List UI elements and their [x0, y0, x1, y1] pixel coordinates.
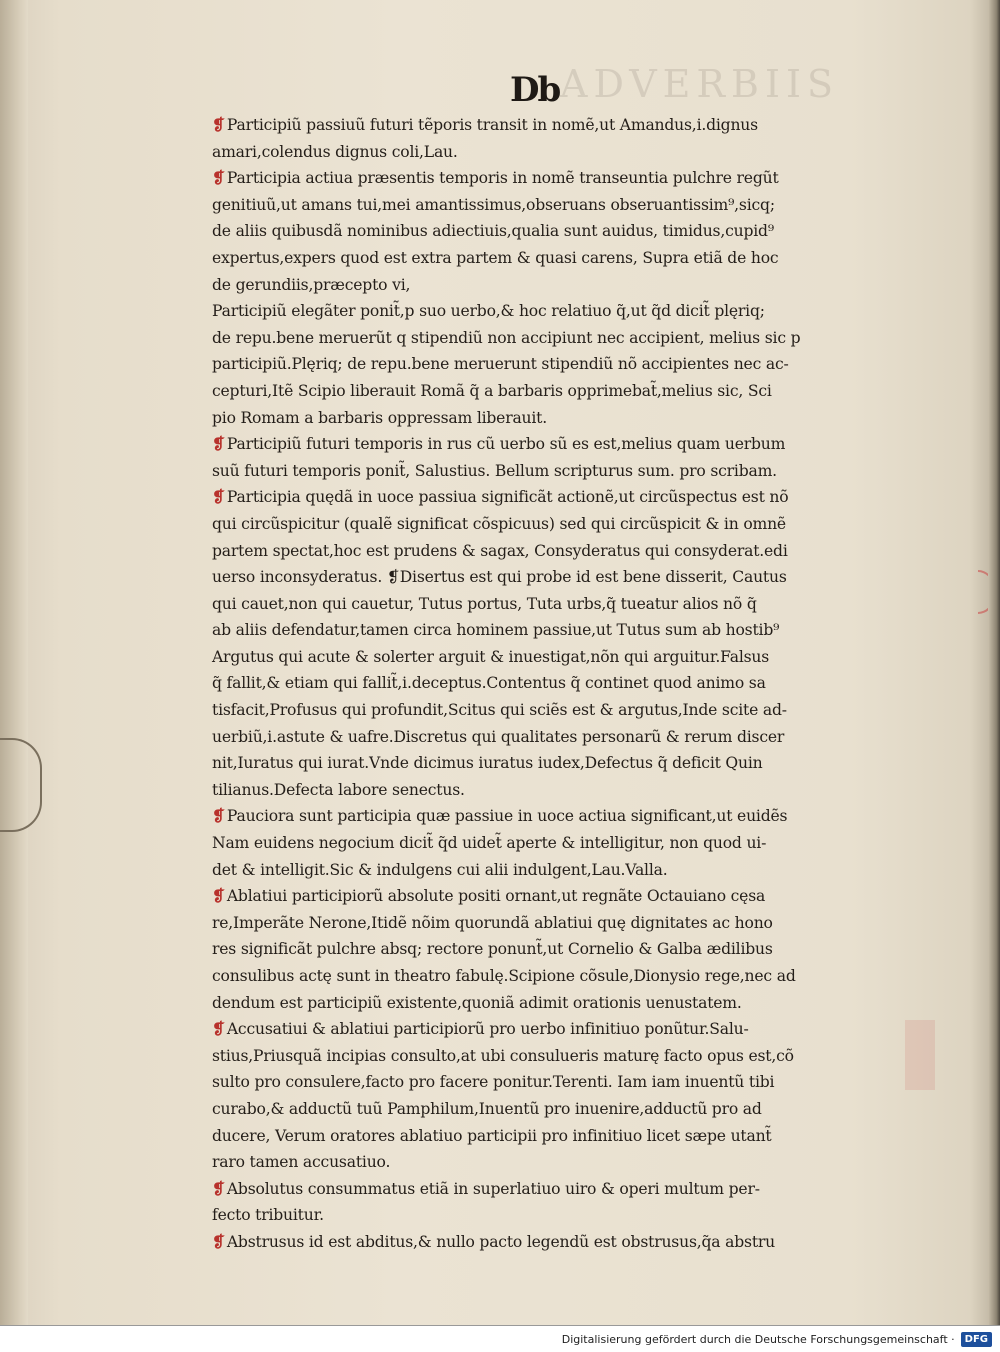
text-line: [212, 963, 912, 990]
line-text: uerso inconsyderatus. ❡Disertus est qui probe id est bene disserit, Cautus: [212, 568, 787, 587]
text-line: [212, 697, 912, 724]
funding-credit: Digitalisierung gefördert durch die Deutsche Forschungsgemeinschaft ·: [561, 1332, 955, 1346]
text-line: [212, 670, 912, 697]
text-line: [212, 192, 912, 219]
text-line: [212, 1069, 912, 1096]
text-line: [212, 777, 912, 804]
text-line: [212, 803, 912, 830]
line-text: qui cauet,non qui cauetur, Tutus portus, Tuta urbs,q̃ tueatur alios nõ q̃: [212, 594, 757, 613]
binding-clasp: [0, 738, 42, 832]
rubric-paragraph-icon: ❡: [212, 487, 225, 507]
rubric-paragraph-icon: ❡: [212, 1178, 225, 1198]
text-line: [212, 724, 912, 751]
text-line: [212, 272, 912, 299]
text-line: [212, 750, 912, 777]
text-line: [212, 511, 912, 538]
line-text: expertus,expers quod est extra partem & quasi carens, Supra etiã de hoc: [212, 248, 779, 267]
text-line: [212, 112, 912, 139]
text-line: [212, 298, 912, 325]
rubric-paragraph-icon: ❡: [212, 886, 225, 906]
line-text: amari,colendus dignus coli,Lau.: [212, 142, 458, 161]
line-text: Participia quędã in uoce passiua significãt actionẽ,ut circũspectus est nõ: [226, 488, 789, 507]
line-text: ab aliis defendatur,tamen circa hominem passiue,ut Tutus sum ab hostib⁹: [212, 621, 780, 640]
line-text: stius,Priusquã incipias consulto,at ubi consulueris maturę facto opus est,cõ: [212, 1046, 794, 1065]
line-text: de repu.bene meruerũt q stipendiũ non accipiunt nec accipient, melius sic p: [212, 328, 801, 347]
line-text: cepturi,Itẽ Scipio liberauit Romã q̃ a barbaris opprimebat̃,melius sic, Sci: [212, 381, 772, 400]
text-line: [212, 644, 912, 671]
line-text: raro tamen accusatiuo.: [212, 1153, 391, 1172]
line-text: nit,Iuratus qui iurat.Vnde dicimus iuratus iudex,Defectus q̃ deficit Quin: [212, 754, 763, 773]
line-text: re,Imperãte Nerone,Itidẽ nõim quorundã ablatiui quę dignitates ac hono: [212, 913, 773, 932]
text-line: [212, 564, 912, 591]
line-text: consulibus actę sunt in theatro fabulę.Scipione cõsule,Dionysio rege,nec ad: [212, 967, 796, 985]
rubric-paragraph-icon: ❡: [212, 168, 225, 188]
text-line: [212, 378, 912, 405]
line-text: de gerundiis,præcepto vi,: [212, 275, 411, 294]
text-line: [212, 617, 912, 644]
text-line: [212, 351, 912, 378]
footer-bar: [0, 1325, 1000, 1352]
line-text: participiũ.Plęriq; de repu.bene meruerunt stipendiũ nõ accipientes nec ac-: [212, 355, 789, 374]
line-text: pio Romam a barbaris oppressam liberauit.: [212, 408, 548, 427]
line-text: det & intelligit.Sic & indulgens cui alii indulgent,Lau.Valla.: [212, 860, 668, 879]
line-text: Ablatiui participiorũ absolute positi ornant,ut regnãte Octauiano cęsa: [226, 887, 766, 906]
page-edge: [988, 0, 1000, 1325]
text-line: [212, 458, 912, 485]
text-line: [212, 990, 912, 1017]
text-line: [212, 218, 912, 245]
line-text: qui circũspicitur (qualẽ significat cõspicuus) sed qui circũspicit & in omnẽ: [212, 514, 786, 533]
text-line: [212, 883, 912, 910]
rubric-paragraph-icon: ❡: [212, 434, 225, 454]
text-line: [212, 325, 912, 352]
text-line: [212, 139, 912, 166]
bleed-through-text: ADVERBIIS: [560, 62, 840, 106]
text-line: [212, 1202, 912, 1229]
text-line: [212, 1123, 912, 1150]
rubric-paragraph-icon: ❡: [212, 115, 225, 134]
line-text: partem spectat,hoc est prudens & sagax, Consyderatus qui consyderat.edi: [212, 541, 788, 560]
text-line: [212, 1043, 912, 1070]
line-text: Abstrusus id est abditus,& nullo pacto legendũ est obstrusus,q̃a abstru: [226, 1232, 775, 1251]
page-binding: [0, 0, 28, 1325]
line-text: Argutus qui acute & solerter arguit & inuestigat,nõn qui arguitur.Falsus: [212, 647, 770, 666]
text-line: [212, 245, 912, 272]
text-line: [212, 1096, 912, 1123]
line-text: q̃ fallit,& etiam qui fallit̃,i.deceptus.Contentus q̃ continet quod animo sa: [212, 674, 766, 693]
line-text: res significãt pulchre absq; rectore ponunt̃,ut Cornelio & Galba ædilibus: [212, 940, 773, 959]
body-text: [212, 112, 912, 1256]
line-text: tilianus.Defecta labore senectus.: [212, 780, 465, 799]
line-text: suũ futuri temporis ponit̃, Salustius. Bellum scripturus sum. pro scribam.: [212, 461, 777, 480]
text-line: [212, 165, 912, 192]
line-text: dendum est participiũ existente,quoniã adimit orationis uenustatem.: [212, 993, 742, 1012]
line-text: Pauciora sunt participia quæ passiue in uoce actiua significant,ut euidẽs: [226, 807, 788, 826]
text-line: [212, 1016, 912, 1043]
line-text: ducere, Verum oratores ablatiuo participii pro infinitiuo licet sæpe utant̃: [212, 1126, 772, 1145]
text-line: [212, 830, 912, 857]
line-text: tisfacit,Profusus qui profundit,Scitus qui sciẽs est & argutus,Inde scite ad-: [212, 701, 787, 720]
dfg-logo: DFG: [961, 1332, 992, 1347]
rubric-paragraph-icon: ❡: [212, 1019, 225, 1039]
text-line: [212, 405, 912, 432]
text-line: [212, 591, 912, 618]
text-line: [212, 484, 912, 511]
rubric-paragraph-icon: ❡: [212, 1231, 225, 1251]
line-text: Participiũ futuri temporis in rus cũ uerbo sũ es est,melius quam uerbum: [226, 435, 786, 454]
text-line: [212, 910, 912, 937]
text-line: [212, 1176, 912, 1203]
text-line: [212, 1229, 912, 1256]
line-text: Participiũ passiuũ futuri tẽporis transit in nomẽ,ut Amandus,i.dignus: [226, 116, 758, 134]
text-line: [212, 431, 912, 458]
line-text: curabo,& adductũ tuũ Pamphilum,Inuentũ pro inuenire,adductũ pro ad: [212, 1099, 762, 1118]
line-text: fecto tribuitur.: [212, 1206, 324, 1225]
line-text: uerbiũ,i.astute & uafre.Discretus qui qualitates personarũ & rerum discer: [212, 727, 785, 746]
line-text: Participia actiua præsentis temporis in nomẽ transeuntia pulchre regũt: [226, 169, 779, 188]
text-line: [212, 936, 912, 963]
line-text: Accusatiui & ablatiui participiorũ pro uerbo infinitiuo ponũtur.Salu-: [226, 1020, 749, 1039]
text-line: [212, 857, 912, 884]
line-text: sulto pro consulere,facto pro facere ponitur.Terenti. Iam iam inuentũ tibi: [212, 1073, 775, 1092]
line-text: genitiuũ,ut amans tui,mei amantissimus,obseruans obseruantissim⁹,sicq;: [212, 195, 775, 214]
text-line: [212, 1149, 912, 1176]
line-text: Absolutus consummatus etiã in superlatiuo uiro & operi multum per-: [226, 1179, 760, 1198]
text-line: [212, 538, 912, 565]
line-text: Participiũ elegãter ponit̃,p suo uerbo,& hoc relatiuo q̃,ut q̃d dicit̃ plęriq;: [212, 302, 765, 321]
rubric-paragraph-icon: ❡: [212, 806, 225, 826]
line-text: Nam euidens negocium dicit̃ q̃d uidet̃ aperte & intelligitur, non quod ui-: [212, 834, 767, 853]
faint-stamp: [905, 1020, 935, 1090]
signature-mark: Db: [510, 70, 560, 110]
line-text: de aliis quibusdã nominibus adiectiuis,qualia sunt auidus, timidus,cupid⁹: [212, 222, 774, 241]
